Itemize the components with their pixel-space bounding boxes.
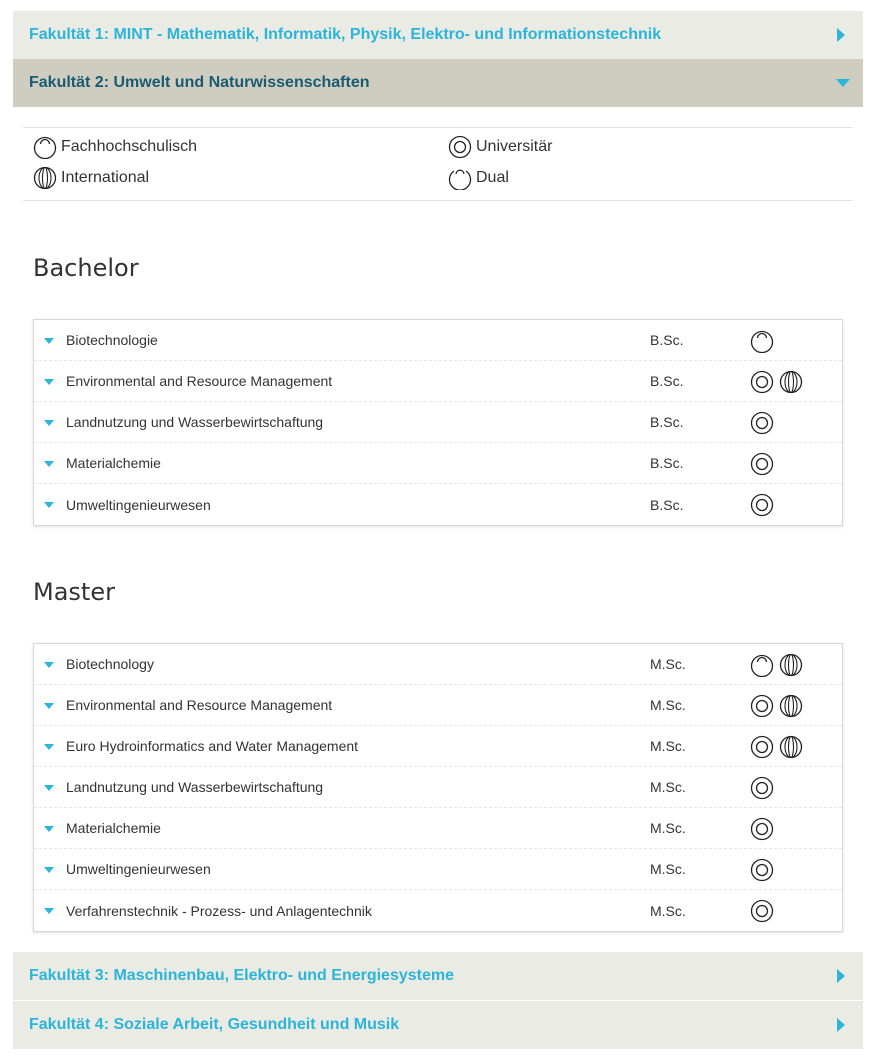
- legend-dual: [448, 165, 509, 191]
- faculty-2-title: Fakultät 2: Umwelt und Naturwissenschaften: [29, 74, 370, 91]
- faculty-4-header[interactable]: [13, 1001, 863, 1049]
- program-row[interactable]: [34, 361, 842, 402]
- universitaer-icon: [750, 817, 774, 841]
- program-type-icons: [750, 329, 774, 353]
- faculty-4-title: Fakultät 4: Soziale Arbeit, Gesundheit und Musik: [29, 1016, 400, 1033]
- fachhochschulisch-icon: [33, 135, 57, 159]
- universitaer-icon: [750, 735, 774, 759]
- expand-triangle-icon[interactable]: [43, 702, 55, 710]
- legend-fachhochschulisch-label: Fachhochschulisch: [61, 138, 198, 155]
- program-name[interactable]: Verfahrenstechnik - Prozess- und Anlagentechnik: [66, 902, 372, 919]
- program-degree: B.Sc.: [650, 414, 684, 430]
- expand-triangle-icon[interactable]: [43, 501, 55, 509]
- expand-triangle-icon[interactable]: [43, 907, 55, 915]
- expand-triangle-icon[interactable]: [43, 337, 55, 345]
- program-name[interactable]: Landnutzung und Wasserbewirtschaftung: [66, 779, 324, 795]
- program-type-icons: [750, 899, 774, 923]
- chevron-right-icon: [835, 968, 847, 984]
- expand-triangle-icon[interactable]: [43, 661, 55, 669]
- program-type-icons: [750, 694, 803, 718]
- program-degree: M.Sc.: [650, 697, 686, 713]
- program-name[interactable]: Materialchemie: [66, 455, 161, 471]
- program-row[interactable]: [34, 767, 842, 808]
- program-degree: B.Sc.: [650, 332, 684, 348]
- program-row[interactable]: [34, 644, 842, 685]
- program-name[interactable]: Biotechnologie: [66, 332, 158, 348]
- expand-triangle-icon[interactable]: [43, 743, 55, 751]
- fachhochschulisch-icon: [750, 653, 774, 677]
- program-degree: M.Sc.: [650, 738, 686, 754]
- program-name[interactable]: Umweltingenieurwesen: [66, 861, 211, 877]
- program-row[interactable]: [34, 320, 842, 361]
- bachelor-heading: Bachelor: [33, 254, 139, 282]
- faculty-1-header[interactable]: [13, 11, 863, 59]
- legend-international: [33, 165, 149, 191]
- program-degree: M.Sc.: [650, 861, 686, 877]
- program-degree: B.Sc.: [650, 496, 684, 513]
- fachhochschulisch-icon: [750, 329, 774, 353]
- expand-triangle-icon[interactable]: [43, 419, 55, 427]
- program-degree: B.Sc.: [650, 455, 684, 471]
- program-type-icons: [750, 858, 774, 882]
- expand-triangle-icon[interactable]: [43, 784, 55, 792]
- international-icon: [779, 370, 803, 394]
- program-name[interactable]: Biotechnology: [66, 656, 154, 672]
- program-name[interactable]: Landnutzung und Wasserbewirtschaftung: [66, 414, 324, 430]
- universitaer-icon: [750, 858, 774, 882]
- expand-triangle-icon[interactable]: [43, 378, 55, 386]
- program-row[interactable]: [34, 443, 842, 484]
- program-type-icons: [750, 493, 774, 517]
- expand-triangle-icon[interactable]: [43, 866, 55, 874]
- expand-triangle-icon[interactable]: [43, 825, 55, 833]
- program-type-icons: [750, 653, 803, 677]
- international-icon: [33, 166, 57, 190]
- universitaer-icon: [750, 370, 774, 394]
- dual-icon: [448, 166, 472, 190]
- universitaer-icon: [750, 452, 774, 476]
- program-name[interactable]: Environmental and Resource Management: [66, 373, 333, 389]
- program-row[interactable]: [34, 484, 842, 525]
- universitaer-icon: [750, 411, 774, 435]
- program-degree: M.Sc.: [650, 656, 686, 672]
- universitaer-icon: [750, 899, 774, 923]
- program-row[interactable]: [34, 890, 842, 931]
- program-name[interactable]: Euro Hydroinformatics and Water Management: [66, 738, 359, 754]
- faculty-3-header[interactable]: [13, 952, 863, 1000]
- legend-universitaer: [448, 134, 552, 160]
- program-row[interactable]: [34, 808, 842, 849]
- program-type-icons: [750, 452, 774, 476]
- program-degree: B.Sc.: [650, 373, 684, 389]
- international-icon: [779, 694, 803, 718]
- legend-dual-label: Dual: [476, 169, 509, 186]
- chevron-right-icon: [835, 1017, 847, 1033]
- universitaer-icon: [750, 493, 774, 517]
- program-type-icons: [750, 817, 774, 841]
- expand-triangle-icon[interactable]: [43, 460, 55, 468]
- program-type-icons: [750, 411, 774, 435]
- program-row[interactable]: [34, 685, 842, 726]
- faculty-2-header[interactable]: [13, 59, 863, 107]
- universitaer-icon: [750, 694, 774, 718]
- universitaer-icon: [750, 776, 774, 800]
- faculty-1-title: Fakultät 1: MINT - Mathematik, Informatik, Physik, Elektro- und Informationstechnik: [29, 26, 662, 43]
- chevron-down-icon: [835, 77, 851, 89]
- faculty-3-title: Fakultät 3: Maschinenbau, Elektro- und Energiesysteme: [29, 967, 454, 984]
- program-row[interactable]: [34, 726, 842, 767]
- chevron-right-icon: [835, 27, 847, 43]
- master-table: [33, 643, 843, 932]
- program-row[interactable]: [34, 849, 842, 890]
- legend-international-label: International: [61, 169, 150, 186]
- program-type-icons: [750, 776, 774, 800]
- master-heading: Master: [33, 578, 115, 606]
- legend: [23, 127, 853, 201]
- international-icon: [779, 735, 803, 759]
- program-type-icons: [750, 735, 803, 759]
- program-row[interactable]: [34, 402, 842, 443]
- universitaer-icon: [448, 135, 472, 159]
- bachelor-table: [33, 319, 843, 526]
- legend-fachhochschulisch: [33, 134, 197, 160]
- program-name[interactable]: Materialchemie: [66, 820, 161, 836]
- program-type-icons: [750, 370, 803, 394]
- program-degree: M.Sc.: [650, 779, 686, 795]
- program-name[interactable]: Umweltingenieurwesen: [66, 496, 211, 513]
- program-name[interactable]: Environmental and Resource Management: [66, 697, 333, 713]
- legend-universitaer-label: Universitär: [476, 138, 553, 155]
- international-icon: [779, 653, 803, 677]
- program-degree: M.Sc.: [650, 902, 686, 919]
- program-degree: M.Sc.: [650, 820, 686, 836]
